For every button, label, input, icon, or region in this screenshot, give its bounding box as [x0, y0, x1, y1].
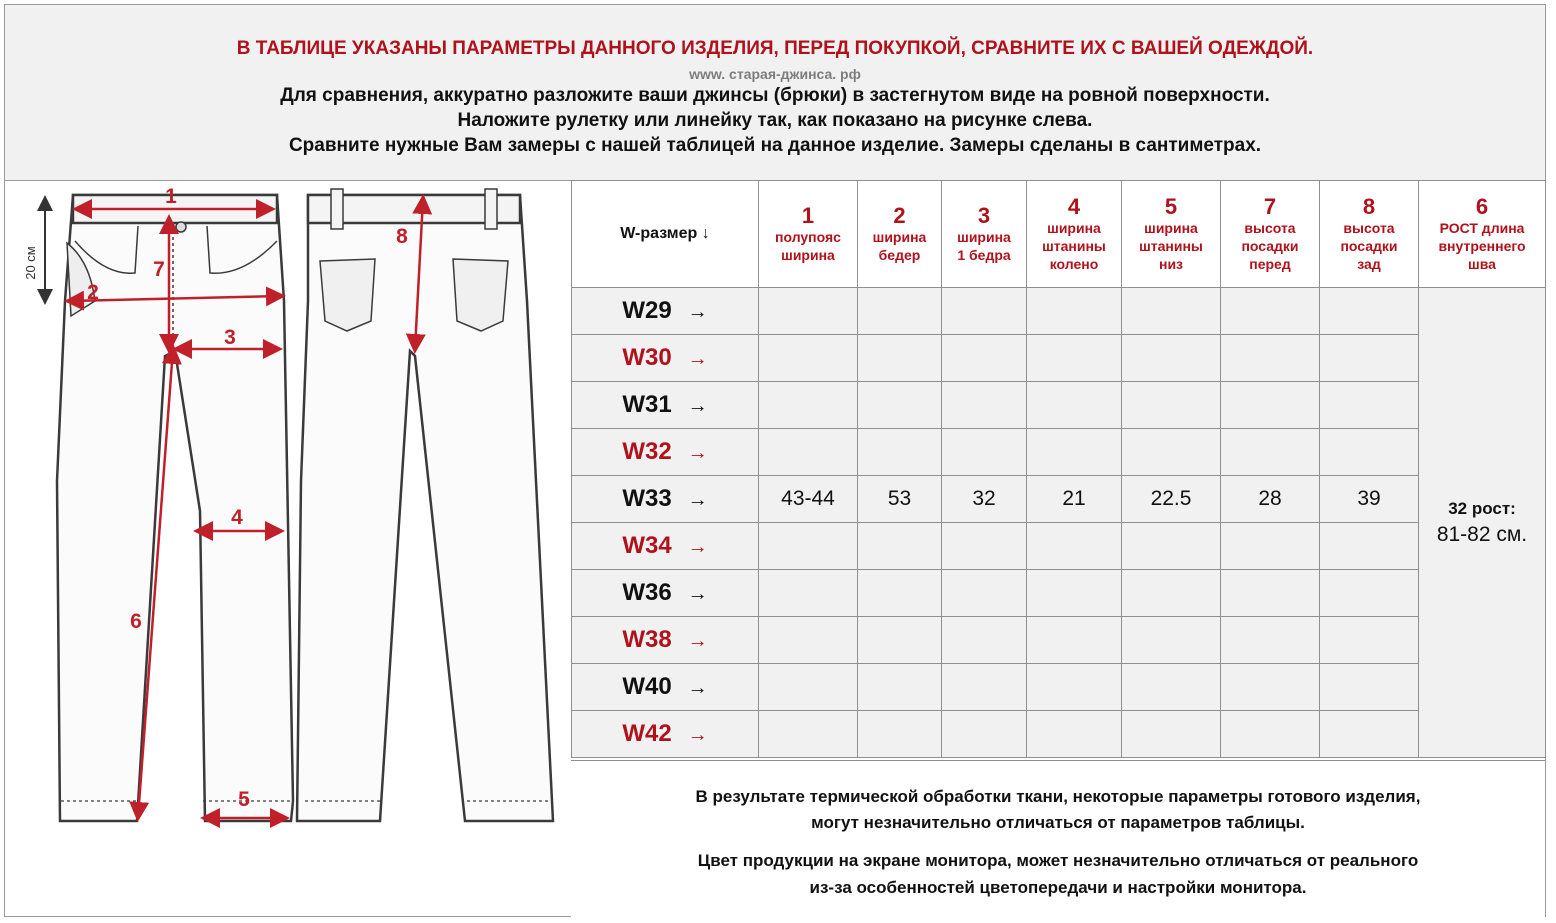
value-cell	[1320, 288, 1419, 335]
size-cell	[572, 429, 759, 476]
value-cell	[759, 664, 858, 711]
value-cell	[942, 664, 1027, 711]
value-cell	[759, 523, 858, 570]
value-cell	[1027, 617, 1122, 664]
table-row	[572, 570, 1546, 617]
marker-5: 5	[238, 788, 250, 811]
value-cell	[1221, 570, 1320, 617]
value-cell	[1221, 617, 1320, 664]
value-cell	[1320, 617, 1419, 664]
value-cell: 28	[1221, 476, 1320, 523]
arrow-right-icon: →	[687, 489, 708, 511]
value-cell	[942, 711, 1027, 758]
header-site: www. старая-джинса. рф	[689, 66, 861, 82]
value-cell	[759, 288, 858, 335]
value-cell	[1320, 664, 1419, 711]
table-row	[572, 476, 1546, 523]
value-cell	[1122, 523, 1221, 570]
size-label: W34	[622, 532, 672, 559]
value-cell	[858, 570, 942, 617]
value-cell	[759, 335, 858, 382]
value-cell	[1221, 382, 1320, 429]
table-row	[572, 523, 1546, 570]
value-cell	[858, 617, 942, 664]
value-cell	[1122, 382, 1221, 429]
value-cell	[1122, 617, 1221, 664]
size-cell	[572, 476, 759, 523]
size-label: W38	[622, 626, 672, 653]
arrow-right-icon: →	[687, 395, 708, 417]
header-instruction-3: Сравните нужные Вам замеры с нашей таблицей на данное изделие. Замеры сделаны в сантиметрах.	[288, 135, 1262, 156]
value-cell	[858, 523, 942, 570]
marker-1: 1	[165, 185, 177, 208]
table-row	[572, 617, 1546, 664]
arrow-right-icon: →	[687, 536, 708, 558]
size-label: W40	[622, 673, 672, 700]
jeans-measurement-illustration	[5, 181, 571, 916]
footer-note-1a: В результате термической обработки ткани, некоторые параметры готового изделия,	[695, 787, 1421, 806]
value-cell	[759, 570, 858, 617]
scale-label: 20 см	[23, 246, 38, 280]
size-cell	[572, 382, 759, 429]
size-cell	[572, 570, 759, 617]
value-cell	[1320, 711, 1419, 758]
column-header: 6 РОСТ длина внутреннего шва	[1419, 181, 1546, 288]
size-label: W31	[622, 391, 672, 418]
marker-8: 8	[396, 225, 408, 248]
marker-6: 6	[130, 610, 142, 633]
value-cell	[1320, 523, 1419, 570]
value-cell	[942, 335, 1027, 382]
size-cell	[572, 335, 759, 382]
value-cell	[759, 382, 858, 429]
footer-note-2b: из-за особенностей цветопередачи и настройки монитора.	[809, 878, 1307, 897]
table-row	[572, 664, 1546, 711]
arrow-right-icon: →	[687, 348, 708, 370]
value-cell	[858, 288, 942, 335]
value-cell	[858, 382, 942, 429]
value-cell	[1122, 570, 1221, 617]
size-column-header: W-размер ↓	[572, 181, 759, 288]
value-cell	[1122, 429, 1221, 476]
size-cell	[572, 523, 759, 570]
back-view	[297, 189, 553, 821]
arrow-right-icon: →	[687, 442, 708, 464]
value-cell	[1027, 335, 1122, 382]
table-row	[572, 288, 1546, 335]
header-banner	[5, 5, 1545, 181]
value-cell	[1320, 335, 1419, 382]
value-cell	[1320, 570, 1419, 617]
column-header: 5 ширина штанины низ	[1122, 181, 1221, 288]
value-cell	[1320, 382, 1419, 429]
table-row	[572, 711, 1546, 758]
header-instruction-1: Для сравнения, аккуратно разложите ваши джинсы (брюки) в застегнутом виде на ровной поверхности.	[280, 85, 1270, 106]
header-warning: В ТАБЛИЦЕ УКАЗАНЫ ПАРАМЕТРЫ ДАННОГО ИЗДЕЛИЯ, ПЕРЕД ПОКУПКОЙ, СРАВНИТЕ ИХ С ВАШЕЙ ОДЕЖДОЙ.	[236, 38, 1314, 59]
size-label: W30	[622, 344, 672, 371]
size-label: W29	[622, 297, 672, 324]
size-label: W33	[622, 485, 672, 512]
value-cell	[1027, 429, 1122, 476]
table-row	[572, 382, 1546, 429]
header-instruction-2: Наложите рулетку или линейку так, как показано на рисунке слева.	[457, 110, 1093, 131]
value-cell	[1221, 335, 1320, 382]
marker-7: 7	[153, 258, 165, 281]
table-header-row	[572, 181, 1546, 288]
growth-label: 32 рост:	[1448, 498, 1516, 518]
value-cell	[858, 335, 942, 382]
arrow-right-icon: →	[687, 301, 708, 323]
column-header: 8 высота посадки зад	[1320, 181, 1419, 288]
size-cell	[572, 288, 759, 335]
value-cell	[858, 664, 942, 711]
value-cell: 32	[942, 476, 1027, 523]
marker-4: 4	[231, 506, 243, 529]
value-cell: 39	[1320, 476, 1419, 523]
value-cell	[942, 617, 1027, 664]
value-cell	[1027, 664, 1122, 711]
value-cell	[1122, 711, 1221, 758]
arrow-right-icon: →	[687, 724, 708, 746]
size-label: W32	[622, 438, 672, 465]
value-cell	[1221, 288, 1320, 335]
table-row	[572, 335, 1546, 382]
value-cell	[942, 429, 1027, 476]
growth-value: 81-82 см.	[1436, 522, 1528, 546]
value-cell	[858, 711, 942, 758]
size-cell	[572, 664, 759, 711]
value-cell	[1027, 570, 1122, 617]
footer-note-2a: Цвет продукции на экране монитора, может незначительно отличаться от реального	[697, 851, 1419, 870]
growth-cell	[1419, 288, 1546, 758]
arrow-right-icon: →	[687, 630, 708, 652]
column-header: 3 ширина 1 бедра	[942, 181, 1027, 288]
table-row	[572, 429, 1546, 476]
value-cell	[759, 617, 858, 664]
column-header: 2 ширина бедер	[858, 181, 942, 288]
value-cell: 22.5	[1122, 476, 1221, 523]
size-table	[571, 180, 1546, 758]
marker-3: 3	[224, 326, 236, 349]
jeans-drawing	[5, 181, 571, 916]
marker-2: 2	[87, 281, 99, 304]
value-cell	[1027, 523, 1122, 570]
value-cell	[942, 382, 1027, 429]
size-cell	[572, 617, 759, 664]
value-cell: 21	[1027, 476, 1122, 523]
value-cell	[1122, 335, 1221, 382]
value-cell	[942, 288, 1027, 335]
size-label: W42	[622, 720, 672, 747]
value-cell	[759, 429, 858, 476]
value-cell: 53	[858, 476, 942, 523]
value-cell	[1221, 429, 1320, 476]
value-cell	[759, 711, 858, 758]
value-cell	[1027, 382, 1122, 429]
value-cell: 43-44	[759, 476, 858, 523]
footer-notes	[571, 760, 1545, 917]
value-cell	[1027, 288, 1122, 335]
arrow-right-icon: →	[687, 583, 708, 605]
column-header: 1 полупояс ширина	[759, 181, 858, 288]
footer-note-1b: могут незначительно отличаться от параметров таблицы.	[811, 813, 1305, 832]
value-cell	[942, 523, 1027, 570]
value-cell	[942, 570, 1027, 617]
value-cell	[1027, 711, 1122, 758]
size-label: W36	[622, 579, 672, 606]
value-cell	[1221, 711, 1320, 758]
value-cell	[1320, 429, 1419, 476]
arrow-right-icon: →	[687, 677, 708, 699]
value-cell	[1221, 664, 1320, 711]
value-cell	[858, 429, 942, 476]
value-cell	[1221, 523, 1320, 570]
value-cell	[1122, 288, 1221, 335]
column-header: 7 высота посадки перед	[1221, 181, 1320, 288]
column-header: 4 ширина штанины колено	[1027, 181, 1122, 288]
size-cell	[572, 711, 759, 758]
value-cell	[1122, 664, 1221, 711]
